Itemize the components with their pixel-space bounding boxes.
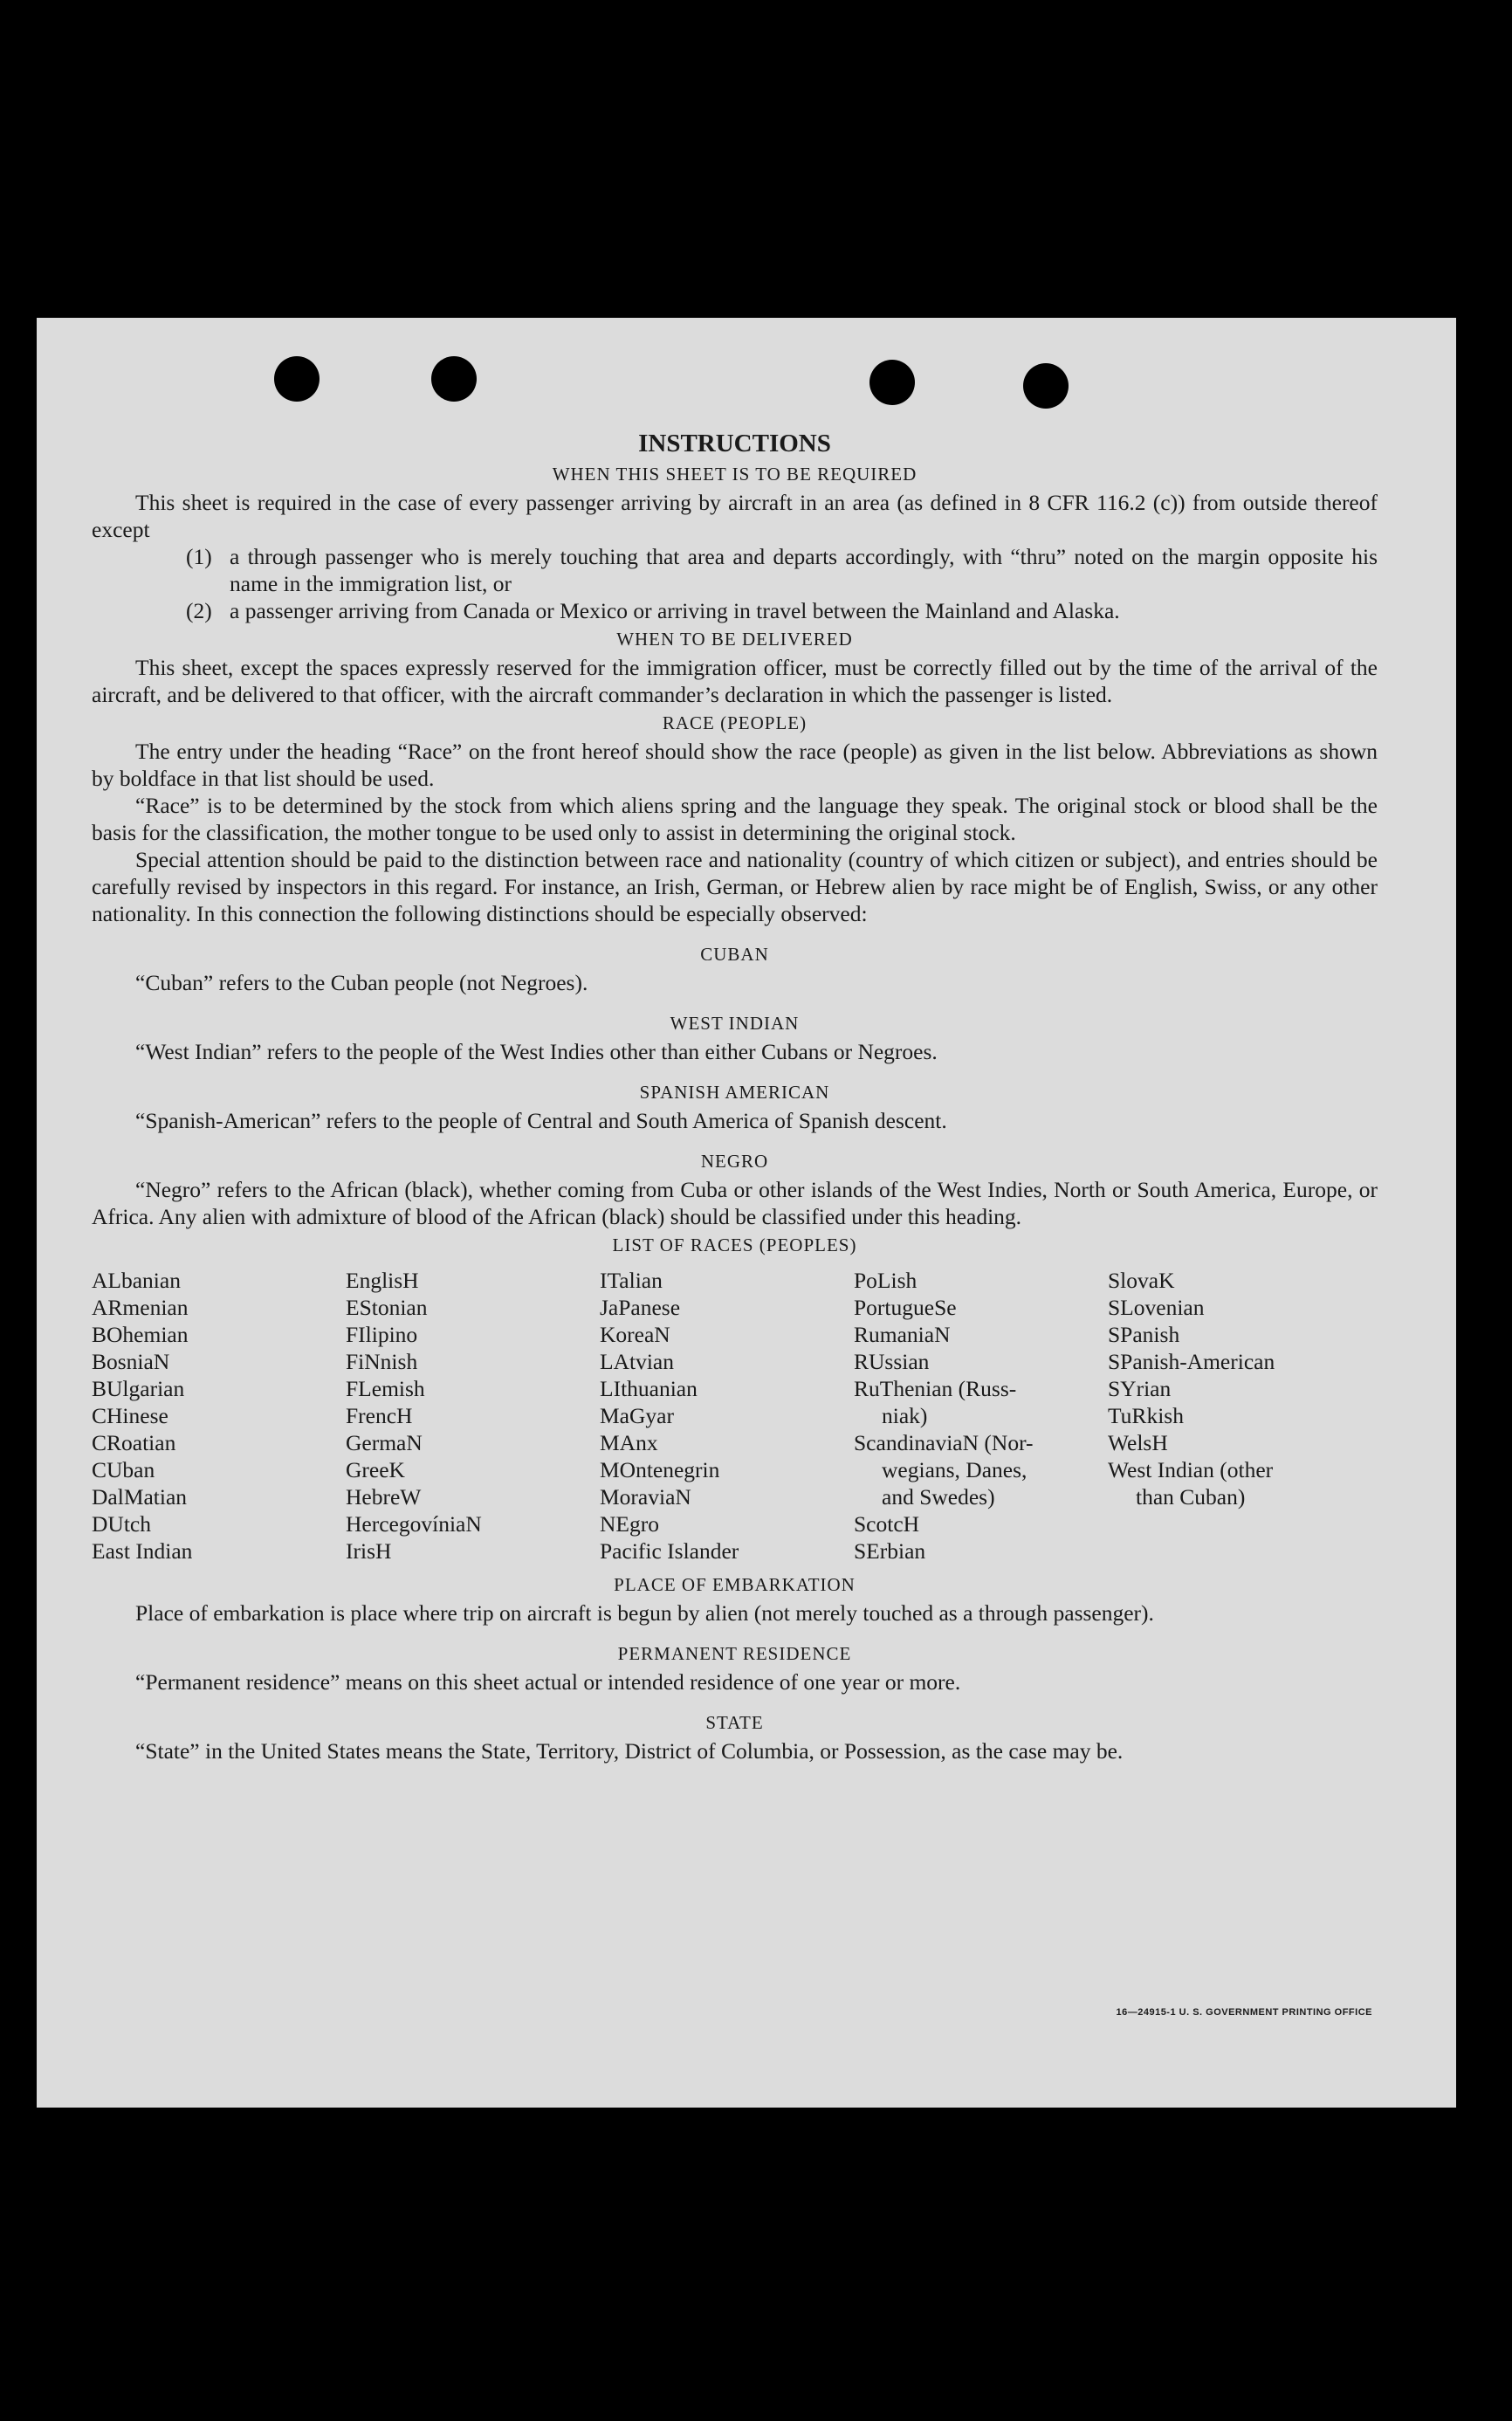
- section-heading: PLACE OF EMBARKATION: [614, 1574, 856, 1595]
- race-item: SlovaK: [1108, 1268, 1175, 1293]
- paragraph: “Spanish-American” refers to the people of Central and South America of Spanish descent.: [135, 1108, 947, 1133]
- race-item: BUlgarian: [92, 1376, 185, 1401]
- item-number: (1): [186, 544, 212, 569]
- race-item: MoraviaN: [600, 1484, 691, 1510]
- race-item: FrencH: [346, 1403, 413, 1428]
- item-text: a through passenger who is merely touching that area and departs accordingly, with “thru” noted on the margin opposite his name in the immigration list, or: [230, 544, 1378, 596]
- race-item: and Swedes): [882, 1484, 995, 1510]
- race-item: MAnx: [600, 1430, 658, 1455]
- section-heading: WEST INDIAN: [670, 1013, 800, 1034]
- list-item: [92, 543, 1378, 597]
- race-item: PoLish: [854, 1268, 918, 1293]
- race-item: DalMatian: [92, 1484, 188, 1510]
- race-list: [92, 1267, 1378, 1565]
- race-item: than Cuban): [1136, 1484, 1246, 1510]
- race-item: SLovenian: [1108, 1295, 1205, 1320]
- race-item: JaPanese: [600, 1295, 681, 1320]
- race-item: ARmenian: [92, 1295, 189, 1320]
- race-item: SErbian: [854, 1538, 926, 1564]
- race-item: CRoatian: [92, 1430, 176, 1455]
- punch-hole: [431, 356, 477, 402]
- race-item: GermaN: [346, 1430, 423, 1455]
- race-item: DUtch: [92, 1511, 151, 1537]
- race-item: SPanish: [1108, 1322, 1180, 1347]
- race-item: CUban: [92, 1457, 155, 1482]
- item-number: (2): [186, 598, 212, 623]
- race-item: PortugueSe: [854, 1295, 957, 1320]
- section-heading: SPANISH AMERICAN: [639, 1082, 830, 1103]
- race-item: KoreaN: [600, 1322, 670, 1347]
- paragraph: This sheet is required in the case of every passenger arriving by aircraft in an area (as defined in 8 CFR 116.2 (c)) from outside thereof except: [92, 490, 1378, 542]
- section-heading: LIST OF RACES (PEOPLES): [612, 1235, 857, 1255]
- document-body: [92, 428, 1378, 1764]
- instruction-sheet: [37, 318, 1456, 2108]
- section-heading: CUBAN: [700, 944, 769, 965]
- punch-hole: [869, 360, 915, 405]
- race-item: BosniaN: [92, 1349, 170, 1374]
- paragraph: “Negro” refers to the African (black), whether coming from Cuba or other islands of the West Indies, North or South America, Europe, or Africa. Any alien with admixture of blood of the African (black) should be classified under this heading.: [92, 1177, 1378, 1229]
- section-heading: PERMANENT RESIDENCE: [617, 1643, 852, 1664]
- section-heading: WHEN TO BE DELIVERED: [616, 629, 853, 650]
- section-heading: WHEN THIS SHEET IS TO BE REQUIRED: [552, 464, 918, 485]
- race-item: CHinese: [92, 1403, 168, 1428]
- race-item: HercegovíniaN: [346, 1511, 482, 1537]
- paragraph: “Cuban” refers to the Cuban people (not Negroes).: [135, 970, 588, 995]
- race-item: LIthuanian: [600, 1376, 698, 1401]
- race-column: [92, 1267, 346, 1565]
- race-item: ALbanian: [92, 1268, 181, 1293]
- race-item: GreeK: [346, 1457, 405, 1482]
- race-column: [600, 1267, 854, 1565]
- race-column: [346, 1267, 600, 1565]
- race-item: WelsH: [1108, 1430, 1168, 1455]
- paragraph: Special attention should be paid to the distinction between race and nationality (country of which citizen or subject), and entries should be carefully revised by inspectors in this regard. For instance, an Irish, German, or Hebrew alien by race might be of English, Swiss, or any other nationality. In this connection the following distinctions should be especially observed:: [92, 847, 1378, 926]
- paragraph: “State” in the United States means the State, Territory, District of Columbia, or Possession, as the case may be.: [135, 1738, 1124, 1764]
- punch-hole: [1023, 363, 1069, 409]
- race-item: RumaniaN: [854, 1322, 951, 1347]
- printer-imprint: 16—24915-1 U. S. GOVERNMENT PRINTING OFFICE: [1116, 2007, 1372, 2018]
- race-item: NEgro: [600, 1511, 659, 1537]
- section-heading: STATE: [705, 1712, 764, 1733]
- item-text: a passenger arriving from Canada or Mexico or arriving in travel between the Mainland and Alaska.: [230, 598, 1120, 623]
- race-item: SPanish-American: [1108, 1349, 1275, 1374]
- race-item: IrisH: [346, 1538, 392, 1564]
- race-item: MOntenegrin: [600, 1457, 720, 1482]
- race-item: FLemish: [346, 1376, 425, 1401]
- race-item: niak): [882, 1403, 928, 1428]
- punch-hole: [274, 356, 320, 402]
- paragraph: The entry under the heading “Race” on the front hereof should show the race (people) as given in the list below. Abbreviations as shown by boldface in that list should be used.: [92, 739, 1378, 791]
- race-column: [1108, 1267, 1362, 1565]
- race-item: ScandinaviaN (Nor-: [854, 1430, 1034, 1455]
- race-column: [854, 1267, 1108, 1565]
- paragraph: “Permanent residence” means on this sheet actual or intended residence of one year or more.: [135, 1669, 961, 1695]
- race-item: FiNnish: [346, 1349, 418, 1374]
- race-item: East Indian: [92, 1538, 193, 1564]
- race-item: SYrian: [1108, 1376, 1172, 1401]
- race-item: RuThenian (Russ-: [854, 1376, 1017, 1401]
- paragraph: This sheet, except the spaces expressly reserved for the immigration officer, must be correctly filled out by the time of the arrival of the aircraft, and be delivered to that officer, with the aircraft commander’s declaration in which the passenger is listed.: [92, 655, 1378, 707]
- race-item: LAtvian: [600, 1349, 674, 1374]
- race-item: BOhemian: [92, 1322, 189, 1347]
- section-heading: NEGRO: [700, 1151, 769, 1172]
- section-heading: RACE (PEOPLE): [662, 712, 808, 733]
- race-item: EStonian: [346, 1295, 428, 1320]
- race-item: FIlipino: [346, 1322, 418, 1347]
- race-item: RUssian: [854, 1349, 930, 1374]
- race-item: Pacific Islander: [600, 1538, 739, 1564]
- list-item: [92, 597, 1378, 624]
- race-item: EnglisH: [346, 1268, 419, 1293]
- page-title: INSTRUCTIONS: [638, 430, 831, 457]
- race-item: wegians, Danes,: [882, 1457, 1027, 1482]
- race-item: MaGyar: [600, 1403, 674, 1428]
- race-item: TuRkish: [1108, 1403, 1184, 1428]
- race-item: West Indian (other: [1108, 1457, 1274, 1482]
- paragraph: Place of embarkation is place where trip on aircraft is begun by alien (not merely touched as a through passenger).: [135, 1600, 1154, 1626]
- race-item: ITalian: [600, 1268, 663, 1293]
- race-item: HebreW: [346, 1484, 422, 1510]
- paragraph: “West Indian” refers to the people of the West Indies other than either Cubans or Negroes.: [135, 1039, 938, 1064]
- race-item: ScotcH: [854, 1511, 920, 1537]
- paragraph: “Race” is to be determined by the stock from which aliens spring and the language they speak. The original stock or blood shall be the basis for the classification, the mother tongue to be used only to assist in determining the original stock.: [92, 793, 1378, 845]
